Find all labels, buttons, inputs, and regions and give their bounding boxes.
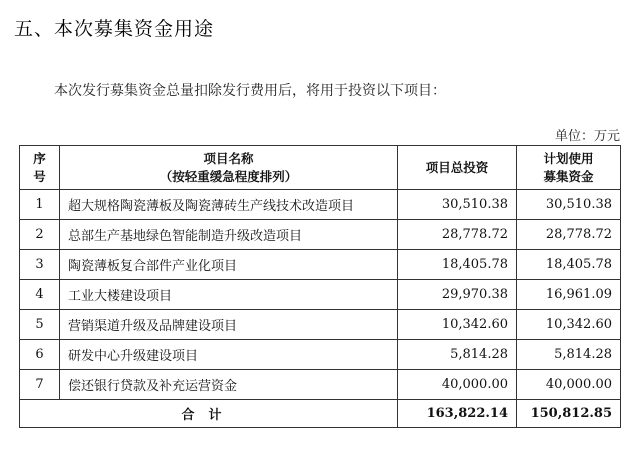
row-total-investment: 5,814.28 — [398, 340, 517, 370]
total-label: 合计 — [20, 400, 398, 428]
table-header-row — [20, 146, 621, 190]
header-seq — [20, 146, 60, 190]
header-planned-line-2: 募集资金 — [543, 168, 594, 184]
fund-use-table — [19, 145, 621, 428]
table-row — [20, 340, 621, 370]
row-planned-use: 40,000.00 — [517, 370, 621, 400]
row-total-investment: 18,405.78 — [398, 250, 517, 280]
row-seq: 7 — [20, 370, 60, 400]
table-row — [20, 220, 621, 250]
row-seq: 3 — [20, 250, 60, 280]
row-project-name: 超大规格陶瓷薄板及陶瓷薄砖生产线技术改造项目 — [60, 190, 398, 220]
header-total-line-1: 项目总投资 — [425, 159, 489, 175]
row-seq: 2 — [20, 220, 60, 250]
row-seq: 6 — [20, 340, 60, 370]
row-project-name: 总部生产基地绿色智能制造升级改造项目 — [60, 220, 398, 250]
row-planned-use: 18,405.78 — [517, 250, 621, 280]
row-total-investment: 40,000.00 — [398, 370, 517, 400]
row-planned-use: 5,814.28 — [517, 340, 621, 370]
row-planned-use: 30,510.38 — [517, 190, 621, 220]
row-planned-use: 28,778.72 — [517, 220, 621, 250]
row-total-investment: 30,510.38 — [398, 190, 517, 220]
row-project-name: 工业大楼建设项目 — [60, 280, 398, 310]
total-planned-use-sum: 150,812.85 — [517, 400, 621, 428]
row-planned-use: 16,961.09 — [517, 280, 621, 310]
header-name-line-2: （按轻重缓急程度排列） — [159, 168, 298, 184]
row-project-name: 研发中心升级建设项目 — [60, 340, 398, 370]
table-row — [20, 370, 621, 400]
unit-label: 单位：万元 — [554, 129, 620, 144]
header-total-investment — [398, 146, 517, 190]
table-row — [20, 310, 621, 340]
row-seq: 4 — [20, 280, 60, 310]
header-project-name — [60, 146, 398, 190]
intro-paragraph: 本次发行募集资金总量扣除发行费用后，将用于投资以下项目： — [54, 83, 446, 99]
row-total-investment: 29,970.38 — [398, 280, 517, 310]
header-planned-use — [517, 146, 621, 190]
row-project-name: 偿还银行贷款及补充运营资金 — [60, 370, 398, 400]
total-row — [20, 400, 621, 428]
row-planned-use: 10,342.60 — [517, 310, 621, 340]
table-row — [20, 190, 621, 220]
section-heading: 五、本次募集资金用途 — [14, 18, 215, 40]
row-seq: 5 — [20, 310, 60, 340]
header-name-line-1: 项目名称 — [203, 150, 254, 166]
row-total-investment: 10,342.60 — [398, 310, 517, 340]
row-project-name: 营销渠道升级及品牌建设项目 — [60, 310, 398, 340]
row-seq: 1 — [20, 190, 60, 220]
table-row — [20, 250, 621, 280]
row-total-investment: 28,778.72 — [398, 220, 517, 250]
table-row — [20, 280, 621, 310]
header-seq-line-1: 序 — [33, 150, 46, 166]
row-project-name: 陶瓷薄板复合部件产业化项目 — [60, 250, 398, 280]
header-planned-line-1: 计划使用 — [543, 150, 594, 166]
total-investment-sum: 163,822.14 — [398, 400, 517, 428]
header-seq-line-2: 号 — [33, 168, 46, 184]
